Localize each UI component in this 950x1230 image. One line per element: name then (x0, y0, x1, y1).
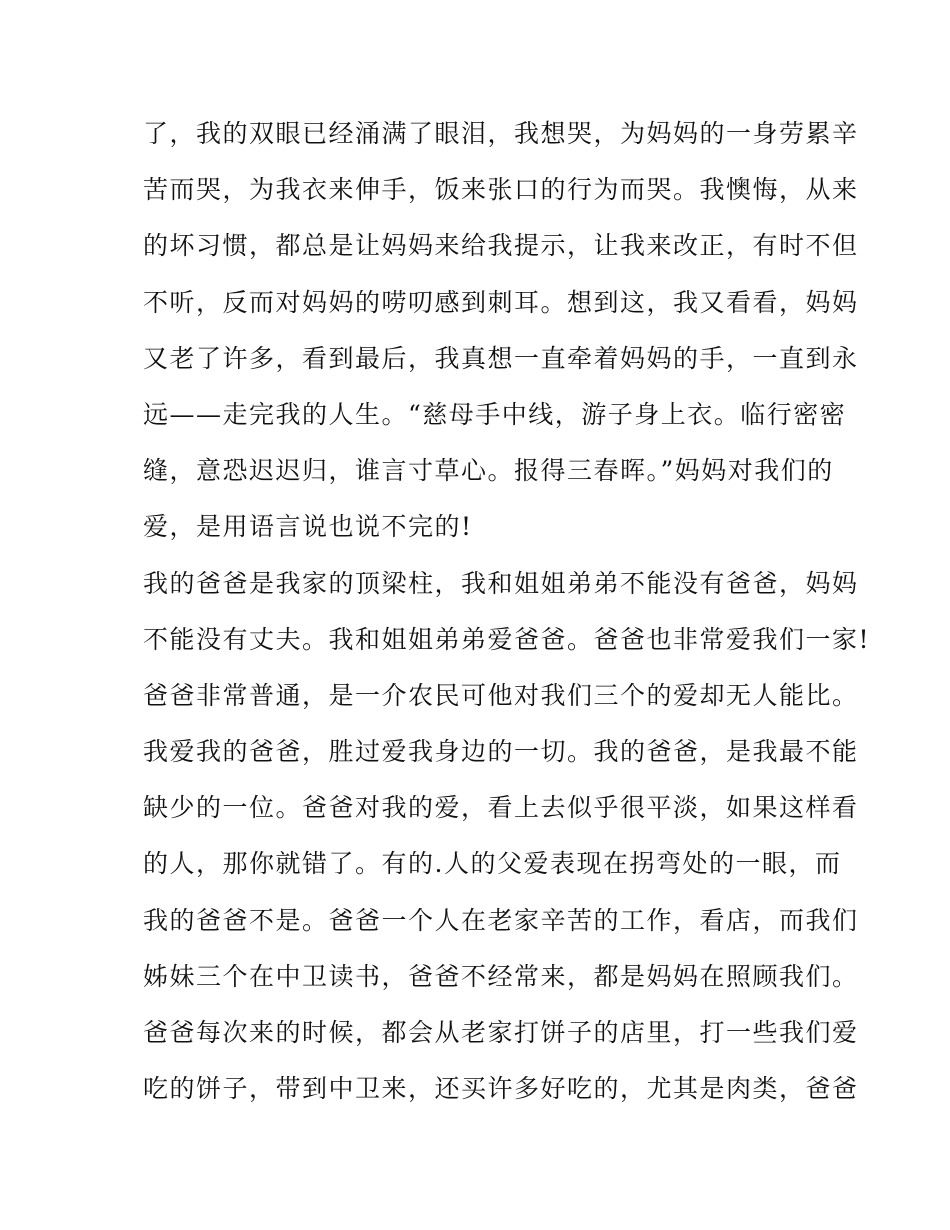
text-line: 爸爸每次来的时候，都会从老家打饼子的店里，打一些我们爱 (143, 1018, 859, 1047)
text-line: 不能没有丈夫。我和姐姐弟弟爱爸爸。爸爸也非常爱我们一家! (143, 624, 871, 654)
text-line: 远——走完我的人生。“慈母手中线，游子身上衣。临行密密 (143, 399, 847, 429)
text-line: 我爱我的爸爸，胜过爱我身边的一切。我的爸爸，是我最不能 (143, 737, 859, 767)
text-line: 了，我的双眼已经涌满了眼泪，我想哭，为妈妈的一身劳累辛 (143, 119, 859, 148)
text-line: 缝，意恐迟迟归，谁言寸草心。报得三春晖。”妈妈对我们的 (143, 456, 834, 486)
body-text (143, 106, 871, 1117)
text-line: 姊妹三个在中卫读书，爸爸不经常来，都是妈妈在照顾我们。 (143, 961, 859, 991)
text-line: 吃的饼子，带到中卫来，还买许多好吃的，尤其是肉类，爸爸 (143, 1074, 859, 1104)
text-line: 不听，反而对妈妈的唠叨感到刺耳。想到这，我又看看，妈妈 (143, 287, 859, 317)
text-line: 我的爸爸是我家的顶梁柱，我和姐姐弟弟不能没有爸爸，妈妈 (143, 568, 859, 598)
text-line: 爸爸非常普通，是一介农民可他对我们三个的爱却无人能比。 (143, 680, 859, 710)
text-line: 的坏习惯，都总是让妈妈来给我提示，让我来改正，有时不但 (143, 231, 859, 261)
text-line: 的人，那你就错了。有的.人的父爱表现在拐弯处的一眼，而 (143, 849, 842, 879)
text-line: 又老了许多，看到最后，我真想一直牵着妈妈的手，一直到永 (143, 343, 859, 373)
text-line: 我的爸爸不是。爸爸一个人在老家辛苦的工作，看店，而我们 (143, 905, 859, 935)
text-line: 缺少的一位。爸爸对我的爱，看上去似乎很平淡，如果这样看 (143, 793, 859, 823)
text-line: 苦而哭，为我衣来伸手，饭来张口的行为而哭。我懊悔，从来 (143, 175, 859, 205)
text-line: 爱，是用语言说也说不完的! (143, 512, 473, 542)
